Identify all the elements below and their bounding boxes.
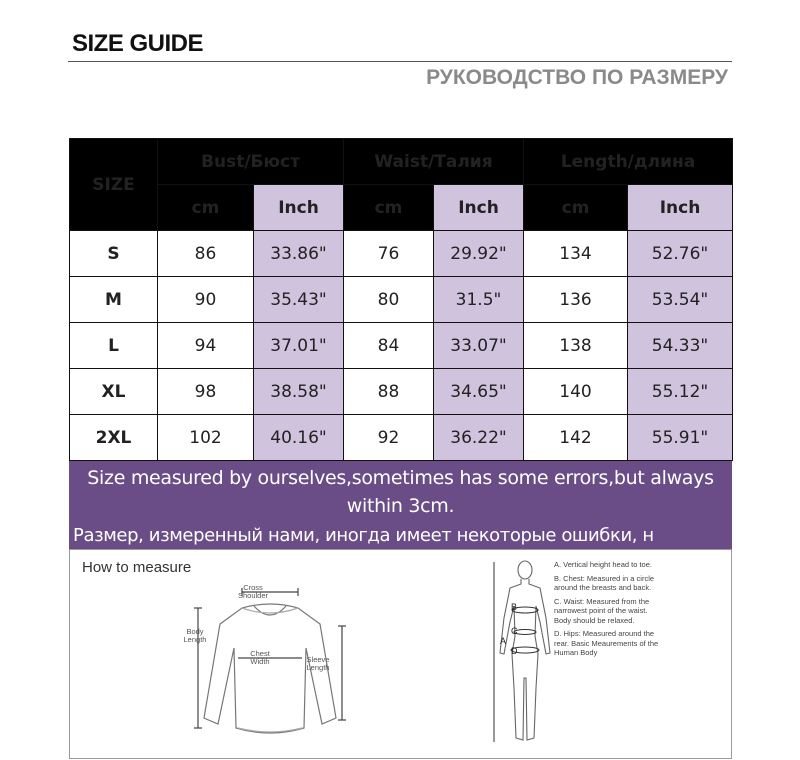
title-divider [68,61,732,62]
waist-inch-header: Inch [434,185,524,231]
size-cell: 2XL [70,415,158,461]
page-subtitle: РУКОВОДСТВО ПО РАЗМЕРУ [426,66,728,89]
table-cell: 98 [158,369,254,415]
table-row [70,323,733,369]
table-row [70,231,733,277]
table-cell: 80 [344,277,434,323]
table-cell: 38.58" [254,369,344,415]
length-cm-header: cm [524,185,628,231]
size-cell: M [70,277,158,323]
table-cell: 52.76" [628,231,733,277]
table-cell: 31.5" [434,277,524,323]
note-russian: Размер, измеренный нами, иногда имеет некоторые ошибки, н [73,525,654,546]
table-cell: 88 [344,369,434,415]
table-cell: 53.54" [628,277,733,323]
table-cell: 40.16" [254,415,344,461]
table-cell: 92 [344,415,434,461]
table-cell: 55.12" [628,369,733,415]
measurement-note [69,461,732,549]
legend-item-d: D. Hips: Measured around the rear. Basic Meaurements of the Human Body [554,629,659,657]
size-table [69,138,733,461]
table-cell: 102 [158,415,254,461]
table-cell: 33.07" [434,323,524,369]
length-inch-header: Inch [628,185,733,231]
table-cell: 35.43" [254,277,344,323]
size-cell: L [70,323,158,369]
table-cell: 34.65" [434,369,524,415]
chest-width-label: Chest Width [250,649,270,666]
size-cell: S [70,231,158,277]
bust-cm-header: cm [158,185,254,231]
measure-legend [554,560,664,662]
legend-item-a: A. Vertical height head to toe. [554,560,652,569]
length-header: Length/длина [524,139,733,185]
table-cell: 138 [524,323,628,369]
letter-b-label: B [511,602,518,612]
table-cell: 76 [344,231,434,277]
sleeve-length-label: Sleeve Length [306,655,330,672]
table-cell: 33.86" [254,231,344,277]
table-cell: 140 [524,369,628,415]
human-body-icon [490,558,560,754]
table-cell: 55.91" [628,415,733,461]
how-to-measure-panel [69,549,732,759]
table-cell: 54.33" [628,323,733,369]
table-cell: 37.01" [254,323,344,369]
bust-header: Bust/Бюст [158,139,344,185]
body-length-label: Body Length [183,627,207,644]
table-cell: 86 [158,231,254,277]
table-cell: 29.92" [434,231,524,277]
table-row [70,369,733,415]
table-cell: 90 [158,277,254,323]
table-cell: 136 [524,277,628,323]
table-cell: 84 [344,323,434,369]
table-cell: 134 [524,231,628,277]
letter-c-label: C [511,626,518,636]
table-row [70,415,733,461]
bust-inch-header: Inch [254,185,344,231]
waist-header: Waist/Талия [344,139,524,185]
legend-item-b: B. Chest: Measured in a circle around the breasts and back. [554,573,655,592]
table-cell: 142 [524,415,628,461]
legend-item-c: C. Waist: Measured from the narrowest point of the waist. Body should be relaxed. [554,596,650,625]
how-to-measure-title: How to measure [82,559,192,576]
letter-d-label: D [511,646,518,656]
table-row [70,277,733,323]
cross-shoulder-label: Cross Shoulder [237,583,269,600]
table-cell: 36.22" [434,415,524,461]
table-cell: 94 [158,323,254,369]
waist-cm-header: cm [344,185,434,231]
letter-a-label: A [500,636,507,646]
size-cell: XL [70,369,158,415]
note-english: Size measured by ourselves,sometimes has some errors,but always within 3cm. [87,467,714,517]
page-title: SIZE GUIDE [72,30,204,57]
size-column-header: SIZE [70,139,158,231]
